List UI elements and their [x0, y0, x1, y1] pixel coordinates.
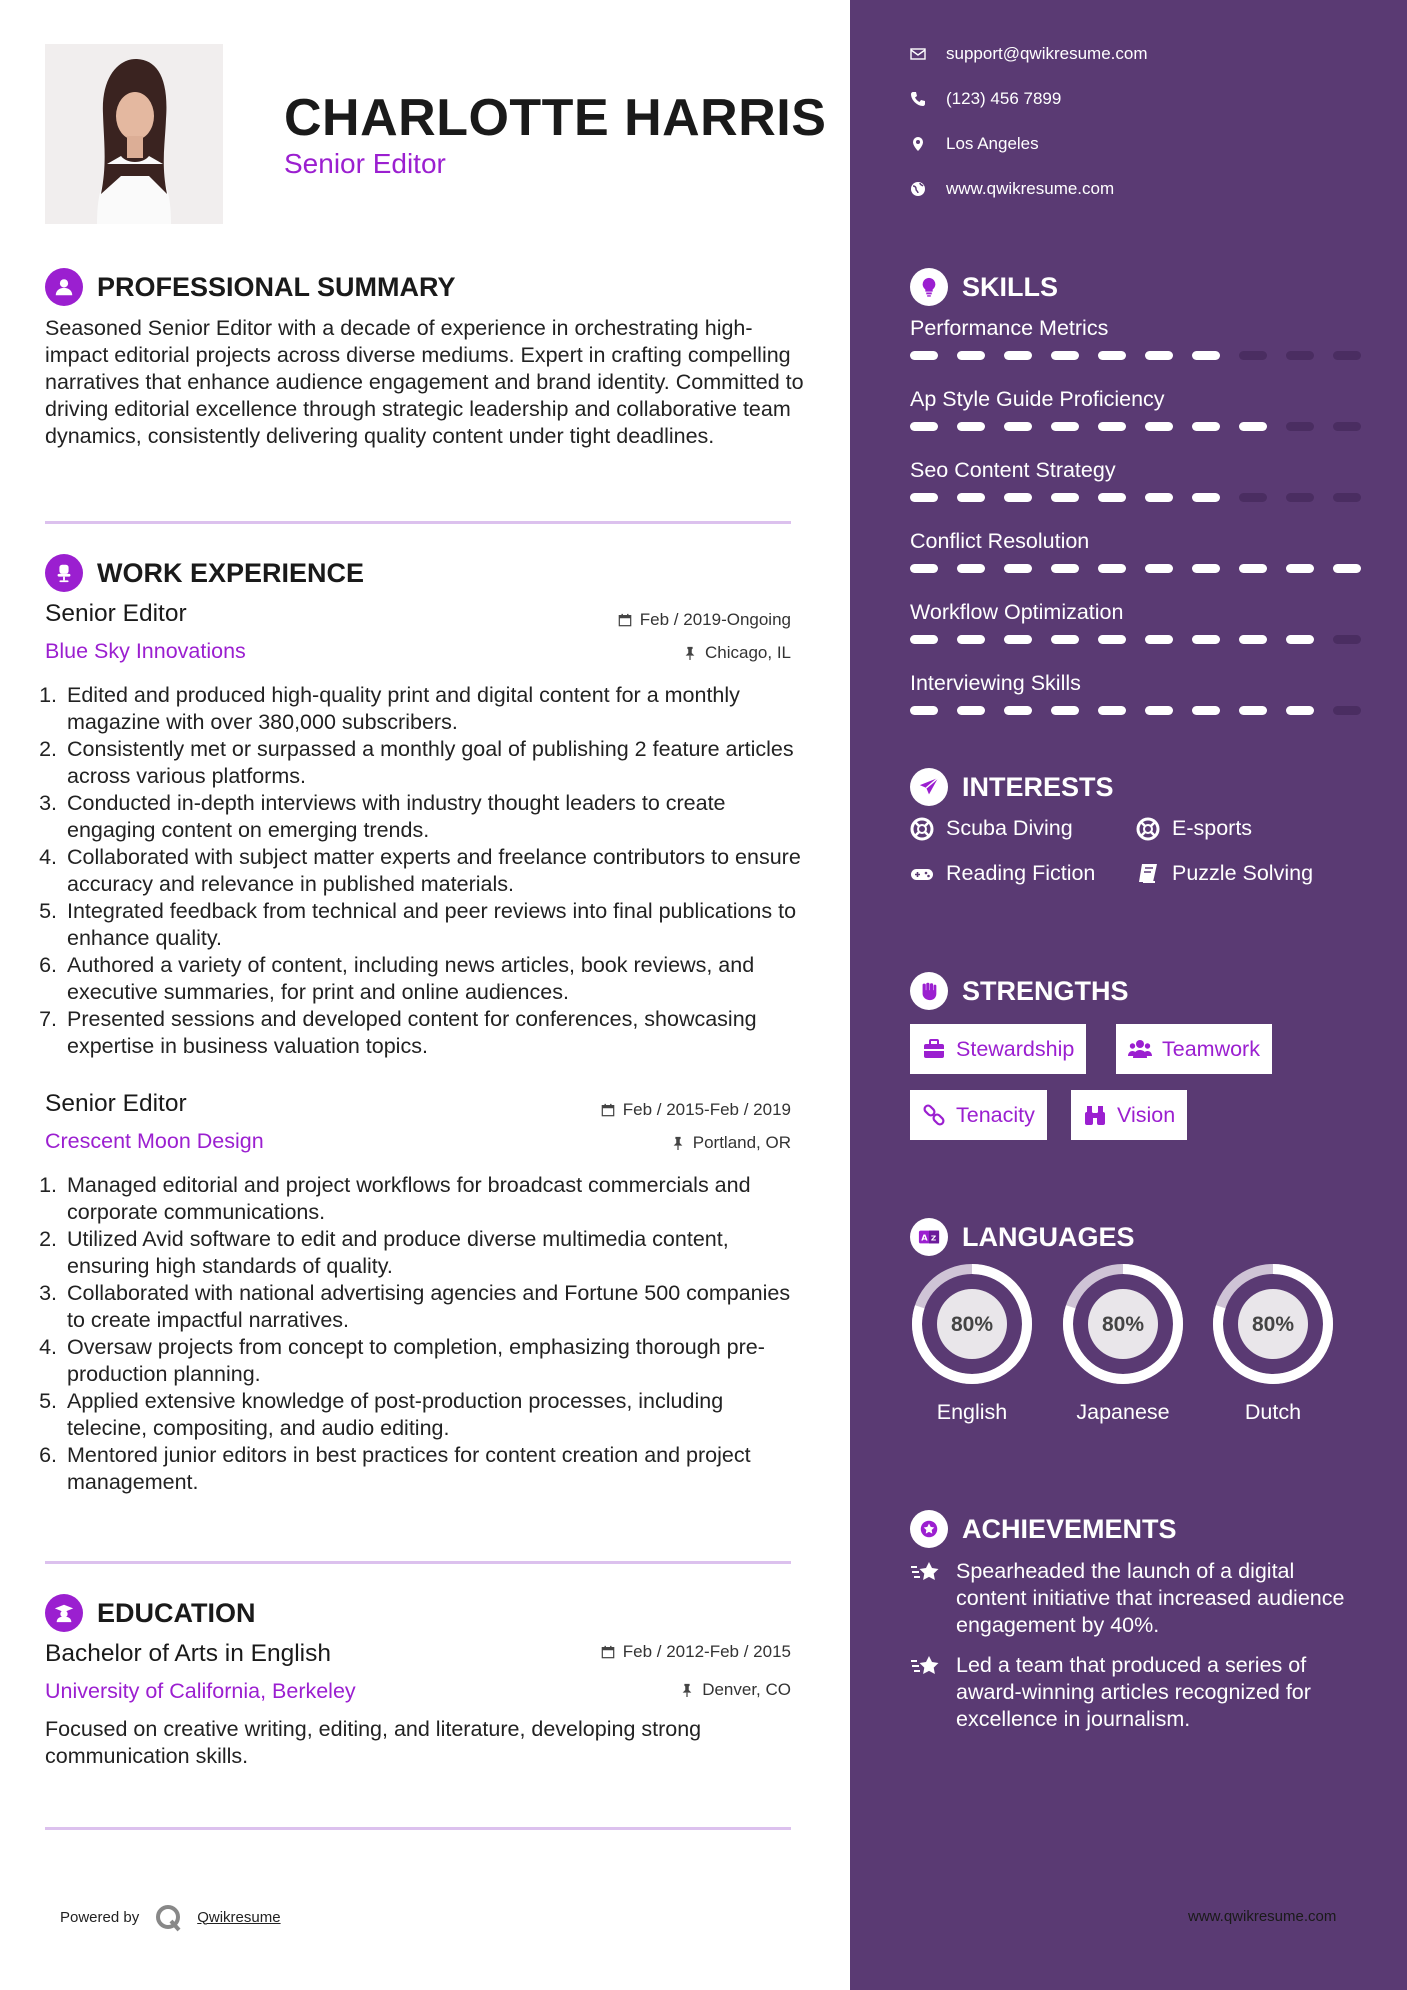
- sidebar: [850, 0, 1407, 1990]
- contact-list: [910, 44, 1148, 199]
- language-percent: 80%: [1251, 1313, 1295, 1336]
- language-percent: 80%: [1101, 1313, 1145, 1336]
- skill-level-dot: [910, 493, 938, 502]
- skill-level-dot: [957, 706, 985, 715]
- link-icon: [922, 1103, 946, 1127]
- strengths-heading-text: STRENGTHS: [962, 975, 1129, 1006]
- user-icon: [45, 268, 83, 306]
- achievements-heading: [910, 1510, 1177, 1548]
- languages-heading: [910, 1218, 1135, 1256]
- skill-level-dot: [957, 422, 985, 431]
- achievements-heading-text: ACHIEVEMENTS: [962, 1513, 1177, 1544]
- language-ring-chart: [1061, 1262, 1185, 1386]
- skill-row: [910, 387, 1361, 431]
- skill-level-dot: [1145, 635, 1173, 644]
- language-progress-ring: [910, 1262, 1034, 1386]
- achievement-text: Spearheaded the launch of a digital content initiative that increased audience engagement by 40%.: [956, 1559, 1345, 1637]
- skill-level-dot: [1333, 351, 1361, 360]
- fist-icon: [910, 972, 948, 1010]
- job-title: Senior Editor: [284, 148, 446, 179]
- skill-label: Interviewing Skills: [910, 671, 1081, 695]
- job-2-dates-text: Feb / 2015-Feb / 2019: [622, 1100, 791, 1119]
- skill-level-dot: [1286, 635, 1314, 644]
- list-item: 5. Integrated feedback from technical and peer reviews into final publications to enhance quality.: [63, 898, 805, 952]
- footer-powered-by: [60, 1902, 281, 1932]
- education-dates: [601, 1642, 791, 1662]
- person-silhouette-icon: [45, 44, 223, 224]
- skill-level-dot: [957, 564, 985, 573]
- skill-level-dot: [1333, 635, 1361, 644]
- language-item: [1211, 1262, 1335, 1425]
- interest-label: E-sports: [1172, 816, 1253, 840]
- email-text: support@qwikresume.com: [946, 44, 1148, 63]
- list-item: 2. Consistently met or surpassed a monthly goal of publishing 2 feature articles across various platforms.: [63, 736, 805, 790]
- degree: Bachelor of Arts in English: [45, 1640, 331, 1667]
- shooting-star-icon: [910, 1556, 942, 1588]
- skill-level-dot: [1145, 351, 1173, 360]
- skill-level-dot: [1051, 493, 1079, 502]
- envelope-icon: [910, 46, 926, 62]
- skill-level-dot: [1239, 422, 1267, 431]
- strength-tag: [910, 1090, 1047, 1140]
- achievement-text: Led a team that produced a series of award-winning articles recognized for excellence in journalism.: [956, 1653, 1311, 1731]
- footer-website[interactable]: www.qwikresume.com: [1188, 1908, 1337, 1925]
- qwikresume-link[interactable]: Qwikresume: [197, 1908, 281, 1926]
- map-marker-icon: [910, 136, 926, 152]
- skill-level-meter: [910, 351, 1361, 360]
- binoculars-icon: [1083, 1103, 1107, 1127]
- achievement-item: [910, 1652, 1370, 1733]
- job-2-company: Crescent Moon Design: [45, 1129, 264, 1153]
- job-1-dates-text: Feb / 2019-Ongoing: [639, 610, 791, 629]
- skill-level-dot: [1004, 564, 1032, 573]
- interest-item: [910, 816, 1073, 841]
- pin-icon: [671, 1136, 685, 1150]
- skills-heading-text: SKILLS: [962, 271, 1059, 302]
- education-location-text: Denver, CO: [702, 1680, 791, 1699]
- education-heading-text: EDUCATION: [97, 1597, 256, 1628]
- list-item: 1. Managed editorial and project workflows for broadcast commercials and corporate communications.: [63, 1172, 805, 1226]
- contact-location: [910, 134, 1148, 154]
- skill-level-dot: [910, 422, 938, 431]
- skill-level-meter: [910, 493, 1361, 502]
- calendar-icon: [601, 1103, 615, 1117]
- interest-label: Puzzle Solving: [1172, 861, 1314, 885]
- strength-tag: [910, 1024, 1086, 1074]
- skill-level-dot: [1333, 422, 1361, 431]
- skill-level-dot: [1286, 706, 1314, 715]
- phone-icon: [910, 91, 926, 107]
- summary-text: Seasoned Senior Editor with a decade of experience in orchestrating high-impact editorial projects across diverse mediums. Expert in crafting compelling narratives that enhance audience engagement and brand identity. Committed to driving editorial excellence through strategic leadership and collaborative team dynamics, consistently delivering quality content under tight deadlines.: [45, 316, 804, 448]
- skills-list: [910, 316, 1361, 715]
- skill-level-dot: [1239, 564, 1267, 573]
- job-2-responsibilities: [45, 1172, 805, 1496]
- list-item: 4. Collaborated with subject matter experts and freelance contributors to ensure accuracy and relevance in published materials.: [63, 844, 805, 898]
- skill-row: [910, 671, 1361, 715]
- skill-level-dot: [1098, 422, 1126, 431]
- skill-label: Ap Style Guide Proficiency: [910, 387, 1165, 411]
- award-icon: [910, 1510, 948, 1548]
- pin-icon: [680, 1683, 694, 1697]
- phone-text: (123) 456 7899: [946, 89, 1062, 108]
- skill-level-dot: [1286, 564, 1314, 573]
- interest-label: Reading Fiction: [946, 861, 1096, 885]
- job-1-location: [683, 643, 791, 663]
- interests-heading-text: INTERESTS: [962, 771, 1114, 802]
- skill-level-dot: [1051, 564, 1079, 573]
- language-name: Dutch: [1244, 1400, 1302, 1424]
- skill-level-dot: [1192, 351, 1220, 360]
- education-dates-text: Feb / 2012-Feb / 2015: [622, 1642, 791, 1661]
- education-heading: [45, 1594, 256, 1632]
- svg-text:Z: Z: [930, 1233, 937, 1243]
- section-divider: [45, 521, 791, 524]
- skill-level-dot: [1145, 706, 1173, 715]
- skill-level-dot: [1098, 493, 1126, 502]
- contact-email[interactable]: [910, 44, 1148, 64]
- interests-heading: [910, 768, 1114, 806]
- language-item: [910, 1262, 1034, 1425]
- skill-level-dot: [1192, 564, 1220, 573]
- skill-row: [910, 529, 1361, 573]
- contact-phone[interactable]: [910, 89, 1148, 109]
- users-icon: [1128, 1037, 1152, 1061]
- list-item: 2. Utilized Avid software to edit and produce diverse multimedia content, ensuring high standards of quality.: [63, 1226, 805, 1280]
- skill-level-dot: [957, 635, 985, 644]
- skill-level-dot: [1333, 706, 1361, 715]
- language-name: English: [936, 1400, 1008, 1424]
- contact-website[interactable]: [910, 179, 1148, 199]
- skill-level-dot: [1051, 351, 1079, 360]
- skill-level-dot: [1286, 351, 1314, 360]
- job-2-location-text: Portland, OR: [692, 1133, 791, 1152]
- strength-tag: [1071, 1090, 1187, 1140]
- skill-level-dot: [910, 351, 938, 360]
- office-chair-icon: [45, 554, 83, 592]
- language-name: Japanese: [1076, 1400, 1170, 1424]
- job-1-location-text: Chicago, IL: [705, 643, 791, 662]
- section-divider: [45, 1561, 791, 1564]
- language-ring-chart: [1211, 1262, 1335, 1386]
- strength-tag: [1116, 1024, 1272, 1074]
- skill-level-dot: [910, 564, 938, 573]
- job-2-location: [671, 1133, 791, 1153]
- svg-text:A: A: [921, 1232, 928, 1243]
- job-1-responsibilities: [45, 682, 805, 1060]
- skill-level-dot: [1239, 706, 1267, 715]
- skill-level-dot: [1098, 564, 1126, 573]
- language-ring-chart: [910, 1262, 1034, 1386]
- skill-level-dot: [910, 635, 938, 644]
- skill-level-dot: [1239, 351, 1267, 360]
- education-location: [680, 1680, 791, 1700]
- book-icon: [1136, 862, 1160, 886]
- skill-level-meter: [910, 635, 1361, 644]
- language-percent: 80%: [950, 1313, 994, 1336]
- strength-label: Tenacity: [956, 1102, 1035, 1127]
- skill-row: [910, 316, 1361, 360]
- list-item: 7. Presented sessions and developed content for conferences, showcasing expertise in business valuation topics.: [63, 1006, 805, 1060]
- profile-photo: [45, 44, 223, 224]
- skill-level-dot: [1333, 493, 1361, 502]
- skill-level-dot: [1192, 422, 1220, 431]
- skill-level-dot: [1192, 493, 1220, 502]
- skill-level-dot: [1004, 706, 1032, 715]
- pin-icon: [683, 646, 697, 660]
- list-item: 3. Collaborated with national advertising agencies and Fortune 500 companies to create impactful narratives.: [63, 1280, 805, 1334]
- website-text: www.qwikresume.com: [946, 179, 1115, 198]
- skill-row: [910, 458, 1361, 502]
- paper-plane-icon: [910, 768, 948, 806]
- interest-item: [1136, 861, 1313, 886]
- briefcase-icon: [922, 1037, 946, 1061]
- skill-level-dot: [1192, 706, 1220, 715]
- life-ring-icon: [1136, 817, 1160, 841]
- interest-item: [1136, 816, 1252, 841]
- life-ring-icon: [910, 817, 934, 841]
- calendar-icon: [601, 1645, 615, 1659]
- skill-level-dot: [1239, 493, 1267, 502]
- job-2-title: Senior Editor: [45, 1090, 187, 1117]
- skill-level-dot: [1145, 422, 1173, 431]
- list-item: 6. Mentored junior editors in best practices for content creation and project management.: [63, 1442, 805, 1496]
- skill-level-meter: [910, 706, 1361, 715]
- job-1-dates: [618, 610, 791, 630]
- skill-level-dot: [1004, 493, 1032, 502]
- job-1-company: Blue Sky Innovations: [45, 639, 246, 663]
- qwikresume-logo-icon: [153, 1902, 183, 1932]
- list-item: 5. Applied extensive knowledge of post-production processes, including telecine, compositing, and audio editing.: [63, 1388, 805, 1442]
- skill-level-dot: [1004, 422, 1032, 431]
- skill-level-dot: [1098, 635, 1126, 644]
- graduate-icon: [45, 1594, 83, 1632]
- skill-level-dot: [1145, 564, 1173, 573]
- skill-label: Conflict Resolution: [910, 529, 1090, 553]
- skill-level-dot: [957, 351, 985, 360]
- skill-level-dot: [910, 706, 938, 715]
- skill-level-dot: [1051, 635, 1079, 644]
- strengths-heading: [910, 972, 1129, 1010]
- skill-level-meter: [910, 422, 1361, 431]
- skills-heading: [910, 268, 1058, 306]
- skill-level-dot: [1098, 351, 1126, 360]
- strength-label: Stewardship: [956, 1036, 1075, 1061]
- skill-level-dot: [1286, 493, 1314, 502]
- location-text: Los Angeles: [946, 134, 1039, 153]
- strength-label: Teamwork: [1162, 1036, 1260, 1061]
- skill-row: [910, 600, 1361, 644]
- language-icon: [910, 1218, 948, 1256]
- list-item: 1. Edited and produced high-quality print and digital content for a monthly magazine with over 380,000 subscribers.: [63, 682, 805, 736]
- interest-label: Scuba Diving: [946, 816, 1073, 840]
- skill-level-dot: [1333, 564, 1361, 573]
- shooting-star-icon: [910, 1650, 942, 1682]
- experience-heading: [45, 554, 364, 592]
- languages-heading-text: LANGUAGES: [962, 1221, 1135, 1252]
- strength-label: Vision: [1117, 1102, 1176, 1127]
- candidate-name: CHARLOTTE HARRIS: [284, 89, 827, 147]
- globe-icon: [910, 181, 926, 197]
- language-item: [1061, 1262, 1185, 1425]
- education-text: Focused on creative writing, editing, and literature, developing strong communication skills.: [45, 1717, 702, 1768]
- section-divider: [45, 1827, 791, 1830]
- skill-level-dot: [1004, 635, 1032, 644]
- skill-level-dot: [1051, 422, 1079, 431]
- skill-label: Seo Content Strategy: [910, 458, 1116, 482]
- calendar-icon: [618, 613, 632, 627]
- school: University of California, Berkeley: [45, 1679, 356, 1703]
- skill-level-dot: [1004, 351, 1032, 360]
- skill-level-meter: [910, 564, 1361, 573]
- skill-level-dot: [1192, 635, 1220, 644]
- list-item: 4. Oversaw projects from concept to completion, emphasizing thorough pre-production planning.: [63, 1334, 805, 1388]
- summary-heading: [45, 268, 456, 306]
- language-progress-ring: [1211, 1262, 1335, 1386]
- skill-level-dot: [1145, 493, 1173, 502]
- skill-label: Workflow Optimization: [910, 600, 1124, 624]
- powered-by-text: Powered by: [60, 1908, 140, 1926]
- achievement-item: [910, 1558, 1370, 1639]
- gamepad-icon: [910, 862, 934, 886]
- summary-heading-text: PROFESSIONAL SUMMARY: [97, 271, 456, 302]
- skill-level-dot: [957, 493, 985, 502]
- skill-level-dot: [1239, 635, 1267, 644]
- list-item: 6. Authored a variety of content, including news articles, book reviews, and executive summaries, for print and online audiences.: [63, 952, 805, 1006]
- lightbulb-icon: [910, 268, 948, 306]
- skill-level-dot: [1286, 422, 1314, 431]
- skill-label: Performance Metrics: [910, 316, 1109, 340]
- experience-heading-text: WORK EXPERIENCE: [97, 557, 365, 588]
- skill-level-dot: [1098, 706, 1126, 715]
- job-1-title: Senior Editor: [45, 600, 187, 627]
- interest-item: [910, 861, 1095, 886]
- job-2-dates: [601, 1100, 791, 1120]
- list-item: 3. Conducted in-depth interviews with industry thought leaders to create engaging content on emerging trends.: [63, 790, 805, 844]
- language-progress-ring: [1061, 1262, 1185, 1386]
- skill-level-dot: [1051, 706, 1079, 715]
